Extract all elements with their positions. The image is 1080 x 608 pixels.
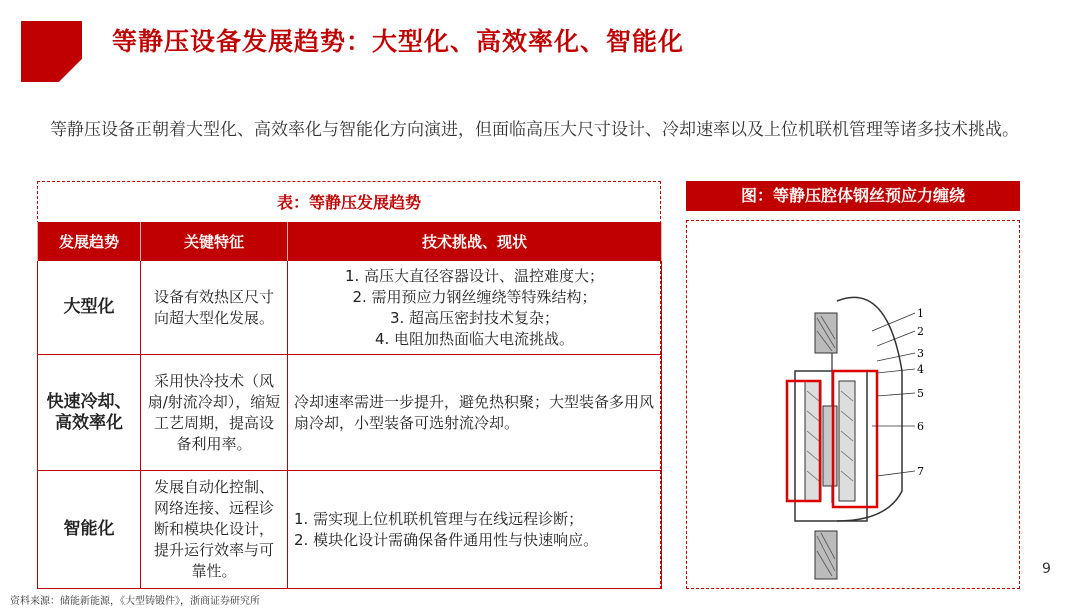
trend-table <box>37 222 662 589</box>
challenge-line: 冷却速率需进一步提升，避免热积聚；大型装备多用风扇冷却，小型装备可选射流冷却。 <box>294 392 655 432</box>
col-header-challenge: 技术挑战、现状 <box>288 222 662 261</box>
source-note: 资料来源：储能新能源，《大型铸锻件》，浙商证券研究所 <box>10 596 260 607</box>
challenge-line: 3. 超高压密封技术复杂； <box>389 308 560 327</box>
callout-6: 6 <box>917 420 924 433</box>
callout-7: 7 <box>917 465 924 478</box>
challenge-cell <box>288 261 662 355</box>
callout-5: 5 <box>917 387 924 400</box>
callout-2: 2 <box>917 325 924 338</box>
figure-caption: 图：等静压腔体钢丝预应力缠绕 <box>686 181 1020 211</box>
table-row <box>38 355 662 471</box>
table-row <box>38 471 662 589</box>
intro-paragraph: 等静压设备正朝着大型化、高效率化与智能化方向演进，但面临高压大尺寸设计、冷却速率以及上位机联机管理等诸多技术挑战。 <box>50 120 1019 140</box>
challenge-line: 2. 需用预应力钢丝缠绕等特殊结构； <box>352 287 597 306</box>
challenge-line: 1. 高压大直径容器设计、温控难度大； <box>344 266 605 285</box>
challenge-line: 4. 电阻加热面临大电流挑战。 <box>374 329 575 348</box>
trend-cell: 大型化 <box>38 261 141 355</box>
challenge-line: 1. 需实现上位机联机管理与在线远程诊断； <box>294 509 584 528</box>
challenge-cell <box>288 471 662 589</box>
table-header-row <box>38 222 662 261</box>
table-caption: 表：等静压发展趋势 <box>276 193 421 212</box>
trend-cell: 快速冷却、高效率化 <box>38 355 141 471</box>
col-header-feature: 关键特征 <box>141 222 288 261</box>
header-accent-block <box>21 21 82 82</box>
feature-cell: 采用快冷技术（风扇/射流冷却），缩短工艺周期，提高设备利用率。 <box>141 355 288 471</box>
challenge-cell <box>288 355 662 471</box>
trend-cell: 智能化 <box>38 471 141 589</box>
challenge-line: 2. 模块化设计需确保备件通用性与快速响应。 <box>294 530 599 549</box>
figure-frame <box>686 220 1020 589</box>
callout-3: 3 <box>917 347 924 360</box>
feature-cell: 发展自动化控制、网络连接、远程诊断和模块化设计，提升运行效率与可靠性。 <box>141 471 288 589</box>
page-number: 9 <box>1042 561 1051 577</box>
vessel-cross-section-diagram <box>687 221 1021 590</box>
callout-4: 4 <box>917 363 924 376</box>
col-header-trend: 发展趋势 <box>38 222 141 261</box>
callout-1: 1 <box>917 307 924 320</box>
feature-cell: 设备有效热区尺寸向超大型化发展。 <box>141 261 288 355</box>
page-title: 等静压设备发展趋势：大型化、高效率化、智能化 <box>112 27 685 56</box>
table-row <box>38 261 662 355</box>
